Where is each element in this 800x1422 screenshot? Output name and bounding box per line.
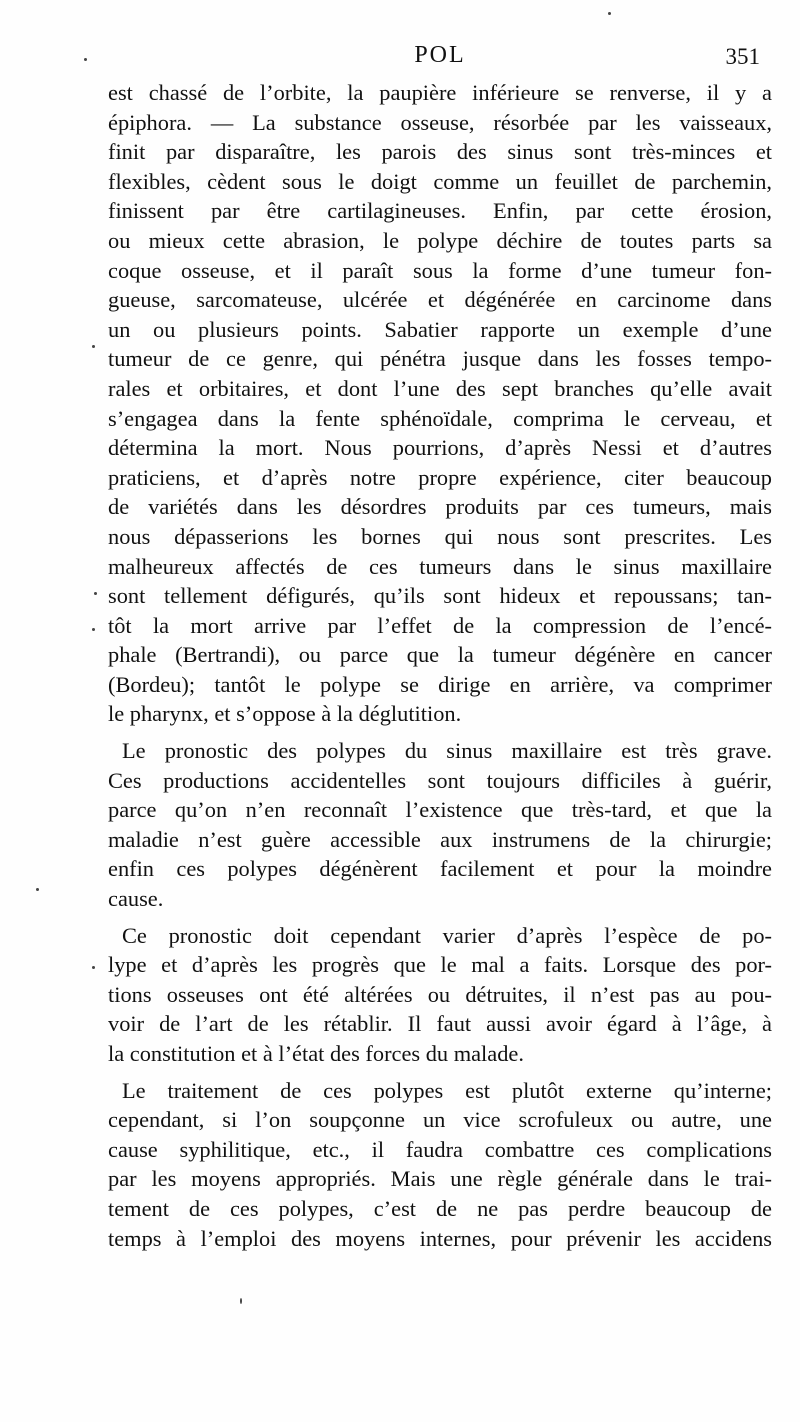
print-speck [84,58,87,61]
text-line: la constitution et à l’état des forces du malade. [108,1041,524,1066]
running-title: POL [414,42,466,68]
print-speck [94,592,97,595]
text-line: tions osseuses ont été altérées ou détruites, il n’est pas au pou- [108,981,772,1007]
text-line: tumeur de ce genre, qui pénétra jusque dans les fosses tempo- [108,346,772,372]
text-line: praticiens, et d’après notre propre expérience, citer beaucoup [108,464,772,490]
text-line: malheureux affectés de ces tumeurs dans le sinus maxillaire [108,553,772,579]
running-head [100,42,780,76]
text-line: tement de ces polypes, c’est de ne pas perdre beaucoup de [108,1195,772,1221]
text-line: cependant, si l’on soupçonne un vice scrofuleux ou autre, une [108,1107,772,1133]
text-line: Le pronostic des polypes du sinus maxillaire est très grave. [122,738,772,764]
print-speck [92,966,95,969]
text-line: finit par disparaître, les parois des sinus sont très-minces et [108,139,772,165]
text-line: rales et orbitaires, et dont l’une des sept branches qu’elle avait [108,375,772,401]
text-line: par les moyens appropriés. Mais une règle générale dans le trai- [108,1166,772,1192]
text-line: Ce pronostic doit cependant varier d’après l’espèce de po- [122,922,772,948]
text-line: finissent par être cartilagineuses. Enfin, par cette érosion, [108,198,772,224]
text-line: est chassé de l’orbite, la paupière inférieure se renverse, il y a [108,80,772,105]
text-line: parce qu’on n’en reconnaît l’existence que très-tard, et que la [108,797,772,823]
page-number: 351 [725,44,760,69]
print-speck [92,628,95,631]
text-line: lype et d’après les progrès que le mal a faits. Lorsque des por- [108,952,772,978]
text-line: sont tellement défigurés, qu’ils sont hideux et repoussans; tan- [108,583,772,609]
text-line: s’engagea dans la fente sphénoïdale, comprima le cerveau, et [108,405,772,431]
text-line: coque osseuse, et il paraît sous la forme d’une tumeur fon- [108,257,772,283]
paragraph-1 [108,78,772,729]
text-line: temps à l’emploi des moyens internes, pour prévenir les accidens [108,1225,772,1251]
paragraph-3 [108,921,772,1069]
text-line: enfin ces polypes dégénèrent facilement et pour la moindre [108,856,772,882]
text-line: gueuse, sarcomateuse, ulcérée et dégénérée en carcinome dans [108,287,772,313]
text-line: le pharynx, et s’oppose à la déglutition. [108,701,462,727]
text-line: cause. [108,886,164,912]
print-speck [608,12,611,15]
text-line: (Bordeu); tantôt le polype se dirige en arrière, va comprimer [108,671,772,697]
text-line: un ou plusieurs points. Sabatier rapporte un exemple d’une [108,316,772,342]
text-line: tôt la mort arrive par l’effet de la compression de l’encé- [108,612,772,638]
paragraph-4 [108,1076,772,1254]
text-line: épiphora. — La substance osseuse, résorbée par les vaisseaux, [108,109,772,135]
paragraph-2 [108,736,772,914]
text-line: cause syphilitique, etc., il faudra combattre ces complications [108,1136,772,1162]
text-line: maladie n’est guère accessible aux instrumens de la chirurgie; [108,826,772,852]
text-line: flexibles, cèdent sous le doigt comme un feuillet de parchemin, [108,168,772,194]
text-line: de variétés dans les désordres produits par ces tumeurs, mais [108,494,772,520]
text-line: Ces productions accidentelles sont toujours difficiles à guérir, [108,767,772,793]
print-speck [92,345,95,348]
print-speck [240,1298,242,1304]
text-line: nous dépasserions les bornes qui nous sont prescrites. Les [108,523,772,549]
text-line: phale (Bertrandi), ou parce que la tumeur dégénère en cancer [108,642,772,668]
text-line: ou mieux cette abrasion, le polype déchire de toutes parts sa [108,227,772,253]
text-body [108,78,772,1260]
text-line: Le traitement de ces polypes est plutôt externe qu’interne; [122,1077,772,1103]
print-speck [36,888,39,891]
text-line: voir de l’art de les rétablir. Il faut aussi avoir égard à l’âge, à [108,1011,772,1037]
text-line: détermina la mort. Nous pourrions, d’après Nessi et d’autres [108,435,772,461]
